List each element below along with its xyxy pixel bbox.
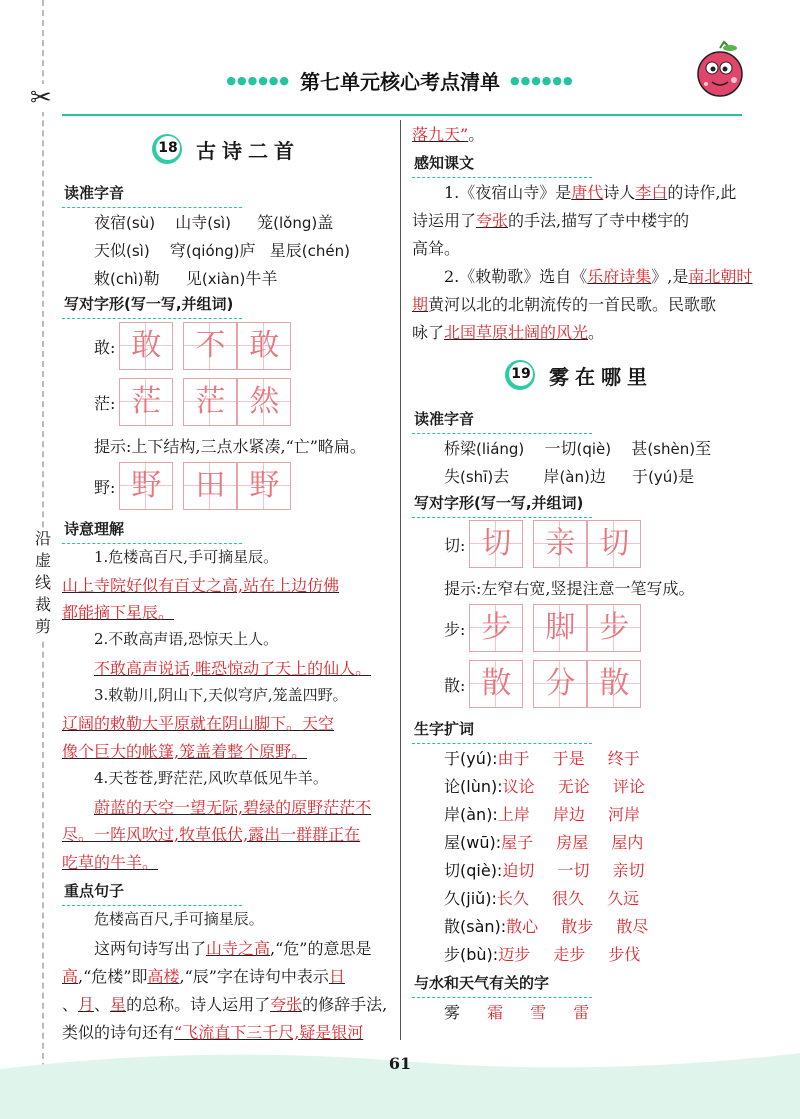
- perception-line: 2.《敕勒歌》选自《乐府诗集》,是南北朝时: [444, 267, 753, 286]
- perception-line: 1.《夜宿山寺》是唐代诗人李白的诗作,此: [444, 183, 737, 202]
- unit-header: [220, 62, 580, 98]
- section-poem-meaning: 诗意理解: [64, 518, 124, 541]
- lesson-title: 雾在哪里: [549, 364, 653, 389]
- dots-right-icon: ●●●●●●: [510, 73, 574, 87]
- weather-characters-row: 雾 霜 雪 雷: [444, 1003, 592, 1022]
- word-expansion-row: 于(yú):由于 于是 终于: [444, 749, 640, 768]
- char-box: 田: [183, 462, 237, 510]
- writing-grid-row: 野: 野 田 野: [94, 462, 291, 510]
- char-box: 步: [587, 604, 641, 652]
- lesson-18-heading: [152, 134, 300, 164]
- char-box: 切: [469, 520, 523, 568]
- word-expansion-row: 散(sàn):散心 散步 散尽: [444, 917, 649, 936]
- writing-grid-row: 茫: 茫 茫 然: [94, 378, 291, 426]
- poem-translation: 山上寺院好似有百丈之高,站在上边仿佛: [62, 576, 340, 595]
- read-row: 夜宿(sù) 山寺(sì) 笼(lǒng)盖: [94, 213, 334, 232]
- char-box: 散: [469, 660, 523, 708]
- read-row: 失(shī)去 岸(àn)边 于(yú)是: [444, 467, 695, 486]
- continued-text: 落九天”。: [412, 125, 485, 144]
- word-expansion-row: 久(jiǔ):长久 很久 久远: [444, 889, 640, 908]
- word-expansion-row: 屋(wū):屋子 房屋 屋内: [444, 833, 644, 852]
- section-read-pronunciation: 读准字音: [64, 182, 124, 205]
- char-box: 野: [119, 462, 173, 510]
- char-box: 不: [183, 322, 237, 370]
- char-box: 脚: [533, 604, 587, 652]
- section-key-sentence: 重点句子: [64, 880, 124, 903]
- writing-grid-row: 切: 切 亲 切: [444, 520, 641, 568]
- lesson-number-badge: 19: [505, 360, 535, 390]
- key-sentence-analysis: 、月、星的总称。诗人运用了夸张的修辞手法,: [62, 995, 388, 1014]
- dots-left-icon: ●●●●●●: [226, 73, 290, 87]
- poem-translation: 吃草的牛羊。: [62, 853, 159, 872]
- char-box: 茫: [183, 378, 237, 426]
- perception-line: 诗运用了夸张的手法,描写了寺中楼宇的: [412, 211, 690, 230]
- writing-grid-row: 敢: 敢 不 敢: [94, 322, 291, 370]
- char-box: 步: [469, 604, 523, 652]
- word-expansion-row: 岸(àn):上岸 岸边 河岸: [444, 805, 641, 824]
- section-read-pronunciation: 读准字音: [414, 408, 474, 431]
- writing-grid-row: 散: 散 分 散: [444, 660, 641, 708]
- apple-mascot-icon: [690, 40, 750, 100]
- writing-grid-row: 步: 步 脚 步: [444, 604, 641, 652]
- poem-line: 1.危楼高百尺,手可摘星辰。: [94, 548, 279, 566]
- column-divider: [400, 120, 401, 1040]
- word-expansion-row: 步(bù):迈步 走步 步伐: [444, 945, 641, 964]
- read-row: 桥梁(liáng) 一切(qiè) 甚(shèn)至: [444, 439, 712, 458]
- header-rule: [62, 114, 742, 116]
- writing-tip: 提示:上下结构,三点水紧凑,“亡”略扁。: [94, 437, 366, 456]
- lesson-number-badge: 18: [152, 134, 182, 164]
- key-sentence-analysis: 高,“危楼”即高楼,“辰”字在诗句中表示日: [62, 967, 345, 986]
- scissors-icon: ✂: [30, 83, 52, 113]
- char-box: 亲: [533, 520, 587, 568]
- section-write-characters: 写对字形(写一写,并组词): [64, 293, 233, 316]
- key-sentence-analysis: 这两句诗写出了山寺之高,“危”的意思是: [94, 939, 372, 958]
- section-word-expansion: 生字扩词: [414, 718, 474, 741]
- key-sentence-quote: 危楼高百尺,手可摘星辰。: [94, 910, 264, 928]
- word-expansion-row: 论(lùn):议论 无论 评论: [444, 777, 645, 796]
- char-box: 敢: [237, 322, 291, 370]
- perception-line: 期黄河以北的北朝流传的一首民歌。民歌歌: [412, 295, 717, 314]
- writing-tip: 提示:左窄右宽,竖提注意一笔写成。: [444, 579, 695, 598]
- poem-translation: 尽。一阵风吹过,牧草低伏,露出一群群正在: [62, 825, 361, 844]
- char-box: 敢: [119, 322, 173, 370]
- poem-translation: 不敢高声说话,唯恐惊动了天上的仙人。: [94, 659, 372, 678]
- footer-wave: [0, 1035, 800, 1119]
- page-title: 第七单元核心考点清单: [300, 69, 500, 94]
- char-box: 分: [533, 660, 587, 708]
- poem-translation: 都能摘下星辰。: [62, 603, 175, 622]
- poem-line: 3.敕勒川,阴山下,天似穹庐,笼盖四野。: [94, 686, 348, 704]
- section-text-perception: 感知课文: [414, 152, 474, 175]
- read-row: 敕(chì)勒 见(xiàn)牛羊: [94, 269, 278, 288]
- poem-translation: 蔚蓝的天空一望无际,碧绿的原野茫茫不: [94, 798, 372, 817]
- poem-line: 2.不敢高声语,恐惊天上人。: [94, 630, 279, 648]
- poem-translation: 辽阔的敕勒大平原就在阴山脚下。天空: [62, 714, 335, 733]
- cut-instruction: 沿虚线裁剪: [34, 529, 51, 636]
- page-number: 61: [388, 1054, 412, 1073]
- perception-line: 高耸。: [412, 239, 461, 258]
- poem-translation: 像个巨大的帐篷,笼盖着整个原野。: [62, 742, 308, 761]
- lesson-19-heading: [505, 360, 653, 390]
- lesson-title: 古诗二首: [196, 138, 300, 163]
- word-expansion-row: 切(qiè):迫切 一切 亲切: [444, 861, 645, 880]
- poem-line: 4.天苍苍,野茫茫,风吹草低见牛羊。: [94, 769, 328, 787]
- perception-line: 咏了北国草原壮阔的风光。: [412, 323, 605, 342]
- char-box: 茫: [119, 378, 173, 426]
- char-box: 散: [587, 660, 641, 708]
- key-sentence-analysis: 类似的诗句还有“飞流直下三千尺,疑是银河: [62, 1023, 364, 1042]
- section-write-characters: 写对字形(写一写,并组词): [414, 492, 583, 515]
- char-box: 然: [237, 378, 291, 426]
- section-weather-characters: 与水和天气有关的字: [414, 972, 549, 995]
- read-row: 天似(sì) 穹(qióng)庐 星辰(chén): [94, 241, 350, 260]
- char-box: 切: [587, 520, 641, 568]
- char-box: 野: [237, 462, 291, 510]
